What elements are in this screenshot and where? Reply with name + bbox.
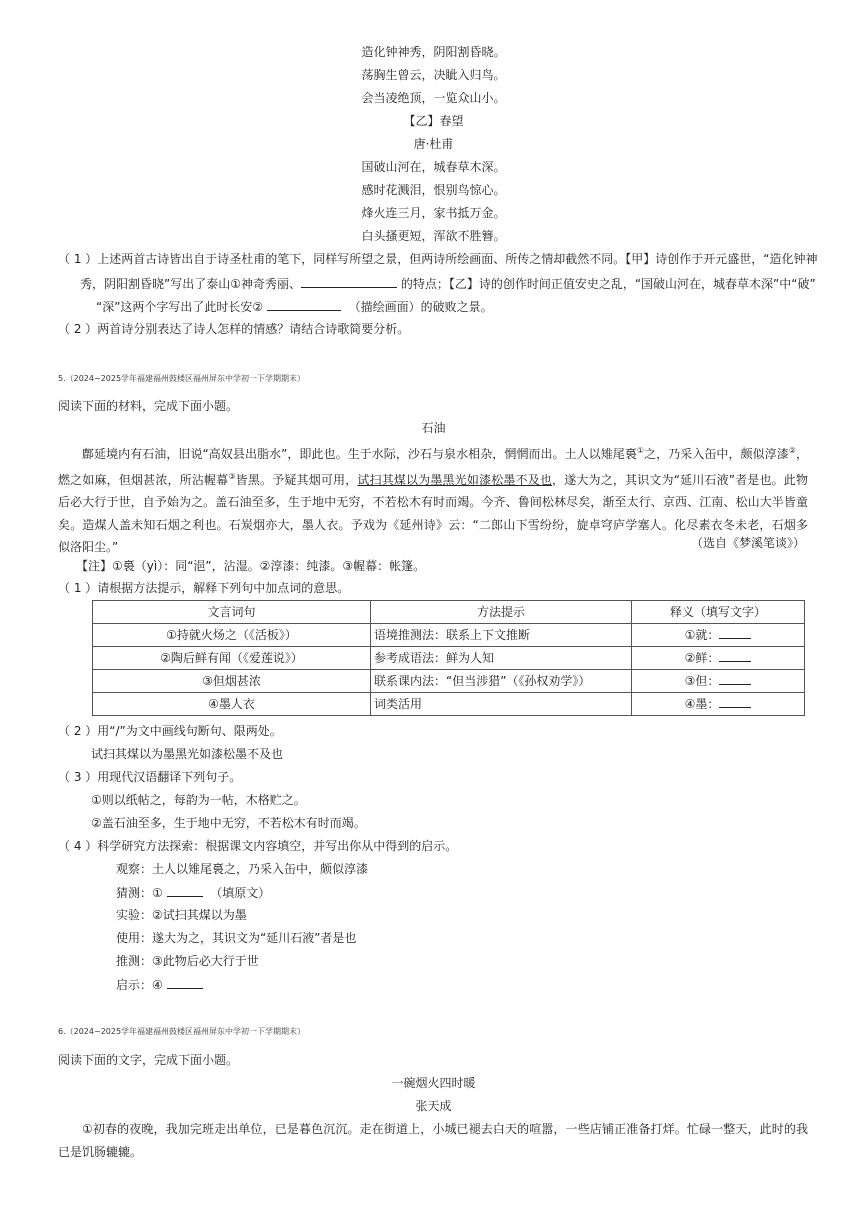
dotted-word: 持 xyxy=(176,628,189,642)
answer-label: ④墨： xyxy=(684,697,720,711)
text-segment: 烟甚浓 xyxy=(224,674,261,688)
footnote-marker: ③ xyxy=(228,471,236,481)
method-hint: 参考成语法：鲜为人知 xyxy=(371,647,632,670)
question-4-1-line1: （ 1 ）上述两首古诗皆出自于诗圣杜甫的笔下，同样写所望之景，但两诗所绘画面、所传之情却截然不同。【甲】诗创作于开元盛世，“造化钟神 xyxy=(58,252,818,266)
answer-blank[interactable] xyxy=(719,672,751,685)
text-segment: ① xyxy=(166,628,177,642)
underlined-sentence: 试扫其煤以为墨黑光如漆松墨不及也 xyxy=(357,472,553,487)
method-hint: 语境推测法：联系上下文推断 xyxy=(371,624,632,647)
method-hint: 联系课内法：“但当涉猎”（《孙权劝学》） xyxy=(371,670,632,693)
poem-line: 白头搔更短，浑欲不胜簪。 xyxy=(361,229,506,243)
footnote-marker: ② xyxy=(788,446,796,455)
footnote-marker: ① xyxy=(636,446,645,455)
table-header-row xyxy=(93,601,805,624)
method-step-observe: 观察：土人以雉尾裛之，乃采入缶中，颇似淳漆 xyxy=(116,862,369,876)
answer-cell[interactable] xyxy=(632,647,805,670)
vocab-table xyxy=(92,600,805,716)
question-5-1: （ 1 ）请根据方法提示，解释下列句中加点词的意思。 xyxy=(58,581,350,595)
reading-instruction: 阅读下面的材料，完成下面小题。 xyxy=(58,399,239,413)
table-row xyxy=(93,693,805,716)
text-segment: 就火炀之（《活板》） xyxy=(188,628,297,642)
text-segment: 人衣 xyxy=(230,697,255,711)
text-segment: “深”这两个字写出了此时长安② xyxy=(96,300,264,314)
passage-attribution: （选自《梦溪笔谈》） xyxy=(690,536,805,550)
answer-cell[interactable] xyxy=(632,624,805,647)
question-4-1-line2 xyxy=(80,275,816,292)
poem-author: 唐·杜甫 xyxy=(413,137,454,151)
method-step-insight xyxy=(116,976,203,993)
text-segment: （描绘画面）的破败之景。 xyxy=(348,300,493,314)
poem-line: 会当凌绝顶，一览众山小。 xyxy=(361,91,506,105)
question-5-2: （ 2 ）用“/”为文中画线句断句、限两处。 xyxy=(58,724,282,738)
table-header: 文言词句 xyxy=(93,601,371,624)
table-row xyxy=(93,647,805,670)
answer-label: ①就： xyxy=(684,628,720,642)
dotted-word: 墨 xyxy=(218,697,231,711)
text-segment: ②陶后 xyxy=(160,651,195,665)
text-segment: ，遂大为之，其识文为“延川石液”者是也。此物后必大行于世，自予始为之。盖石油至多，生于地中无穷，不若松木有时而竭。今齐、鲁间松林尽矣，渐至太行、京西、江南、松山大半皆童矣。造煤人盖未知石烟之利也。石炭烟亦大，墨人衣。予戏为《延州诗》云：“二郎山下雪纷纷，旋卓穹庐学塞人。化尽素衣冬未老，石烟多似洛阳尘。” xyxy=(58,472,808,554)
passage-title: 一碗烟火四时暖 xyxy=(391,1076,476,1090)
answer-blank[interactable] xyxy=(301,275,397,288)
answer-blank[interactable] xyxy=(719,626,751,639)
text-segment: ，燃之如麻，但烟甚浓，所沾幄幕 xyxy=(58,447,808,487)
table-row xyxy=(93,670,805,693)
poem-line: 造化钟神秀，阴阳割昏晓。 xyxy=(361,45,506,59)
translate-item: ①则以纸帖之，每韵为一帖，木格贮之。 xyxy=(91,793,306,807)
answer-blank[interactable] xyxy=(167,884,203,897)
classical-phrase xyxy=(93,693,371,716)
method-hint: 词类活用 xyxy=(371,693,632,716)
poem-line: 国破山河在，城春草木深。 xyxy=(361,160,506,174)
text-segment: 鄜延境内有石油，旧说“高奴县出脂水”，即此也。生于水际，沙石与泉水相杂，惘惘而出。土人以雉尾裛 xyxy=(82,447,637,461)
table-header: 方法提示 xyxy=(371,601,632,624)
question-source: 5.（2024~2025学年福建福州鼓楼区福州屏东中学初一下学期期末） xyxy=(58,374,306,383)
poem-line: 感时花溅泪，恨别鸟惊心。 xyxy=(361,183,506,197)
method-step-infer: 推测：③此物后必大行于世 xyxy=(116,954,259,968)
answer-blank[interactable] xyxy=(267,298,341,311)
question-5-4: （ 4 ）科学研究方法探索：根据课文内容填空，并写出你从中得到的启示。 xyxy=(58,839,458,853)
answer-cell[interactable] xyxy=(632,693,805,716)
passage-author: 张天成 xyxy=(415,1099,452,1113)
method-step-experiment: 实验：②试扫其煤以为墨 xyxy=(116,908,247,922)
question-source: 6.（2024~2025学年福建福州鼓楼区福州屏东中学初一下学期期末） xyxy=(58,1027,306,1036)
question-4-1-line3 xyxy=(96,298,493,315)
poem-line: 荡胸生曾云，决眦入归鸟。 xyxy=(361,68,506,82)
text-segment: 秀，阴阳割昏晓”写出了泰山①神奇秀丽、 xyxy=(80,277,301,291)
classical-phrase xyxy=(93,670,371,693)
answer-label: ③但： xyxy=(684,674,720,688)
sentence-to-punctuate: 试扫其煤以为墨黑光如漆松墨不及也 xyxy=(91,747,284,761)
poem-line: 烽火连三月，家书抵万金。 xyxy=(361,206,506,220)
text-segment: ③ xyxy=(202,674,213,688)
answer-blank[interactable] xyxy=(719,649,751,662)
dotted-word: 但 xyxy=(212,674,225,688)
text-segment: 有闻（《爱莲说》） xyxy=(206,651,303,665)
text-segment: （填原文） xyxy=(210,886,271,900)
text-segment: 皆黑。予疑其烟可用， xyxy=(235,472,358,487)
translate-item: ②盖石油至多，生于地中无穷，不若松木有时而竭。 xyxy=(91,816,366,830)
answer-label: ②鲜： xyxy=(684,651,720,665)
method-step-guess xyxy=(116,884,270,901)
passage-note: 【注】①裛（yì）：同“浥”，沾湿。②淳漆：纯漆。③幄幕：帐篷。 xyxy=(76,559,426,573)
reading-instruction: 阅读下面的文字，完成下面小题。 xyxy=(58,1053,239,1067)
question-5-3: （ 3 ）用现代汉语翻译下列句子。 xyxy=(58,770,242,784)
classical-phrase xyxy=(93,624,371,647)
poem-title: 【乙】春望 xyxy=(403,114,464,128)
answer-cell[interactable] xyxy=(632,670,805,693)
table-header: 释义（填写文字） xyxy=(632,601,805,624)
dotted-word: 鲜 xyxy=(194,651,207,665)
question-4-2: （ 2 ）两首诗分别表达了诗人怎样的情感？请结合诗歌简要分析。 xyxy=(58,322,410,336)
text-segment: ④ xyxy=(208,697,219,711)
classical-phrase xyxy=(93,647,371,670)
text-segment: 启示：④ xyxy=(116,978,163,992)
passage-paragraph: ①初春的夜晚，我加完班走出单位，已是暮色沉沉。走在街道上，小城已褪去白天的喧嚣，一些店铺正准备打烊。忙碌一整天，此时的我已是饥肠辘辘。 xyxy=(58,1122,808,1159)
table-row xyxy=(93,624,805,647)
text-segment: 的特点；【乙】诗的创作时间正值安史之乱，“国破山河在，城春草木深”中“破” xyxy=(400,277,816,291)
method-step-use: 使用：遂大为之，其识文为“延川石液”者是也 xyxy=(116,931,357,945)
answer-blank[interactable] xyxy=(167,976,203,989)
answer-blank[interactable] xyxy=(719,695,751,708)
text-segment: 猜测：① xyxy=(116,886,163,900)
text-segment: 之，乃采入缶中，颇似淳漆 xyxy=(644,447,789,461)
passage-title: 石油 xyxy=(421,421,446,435)
